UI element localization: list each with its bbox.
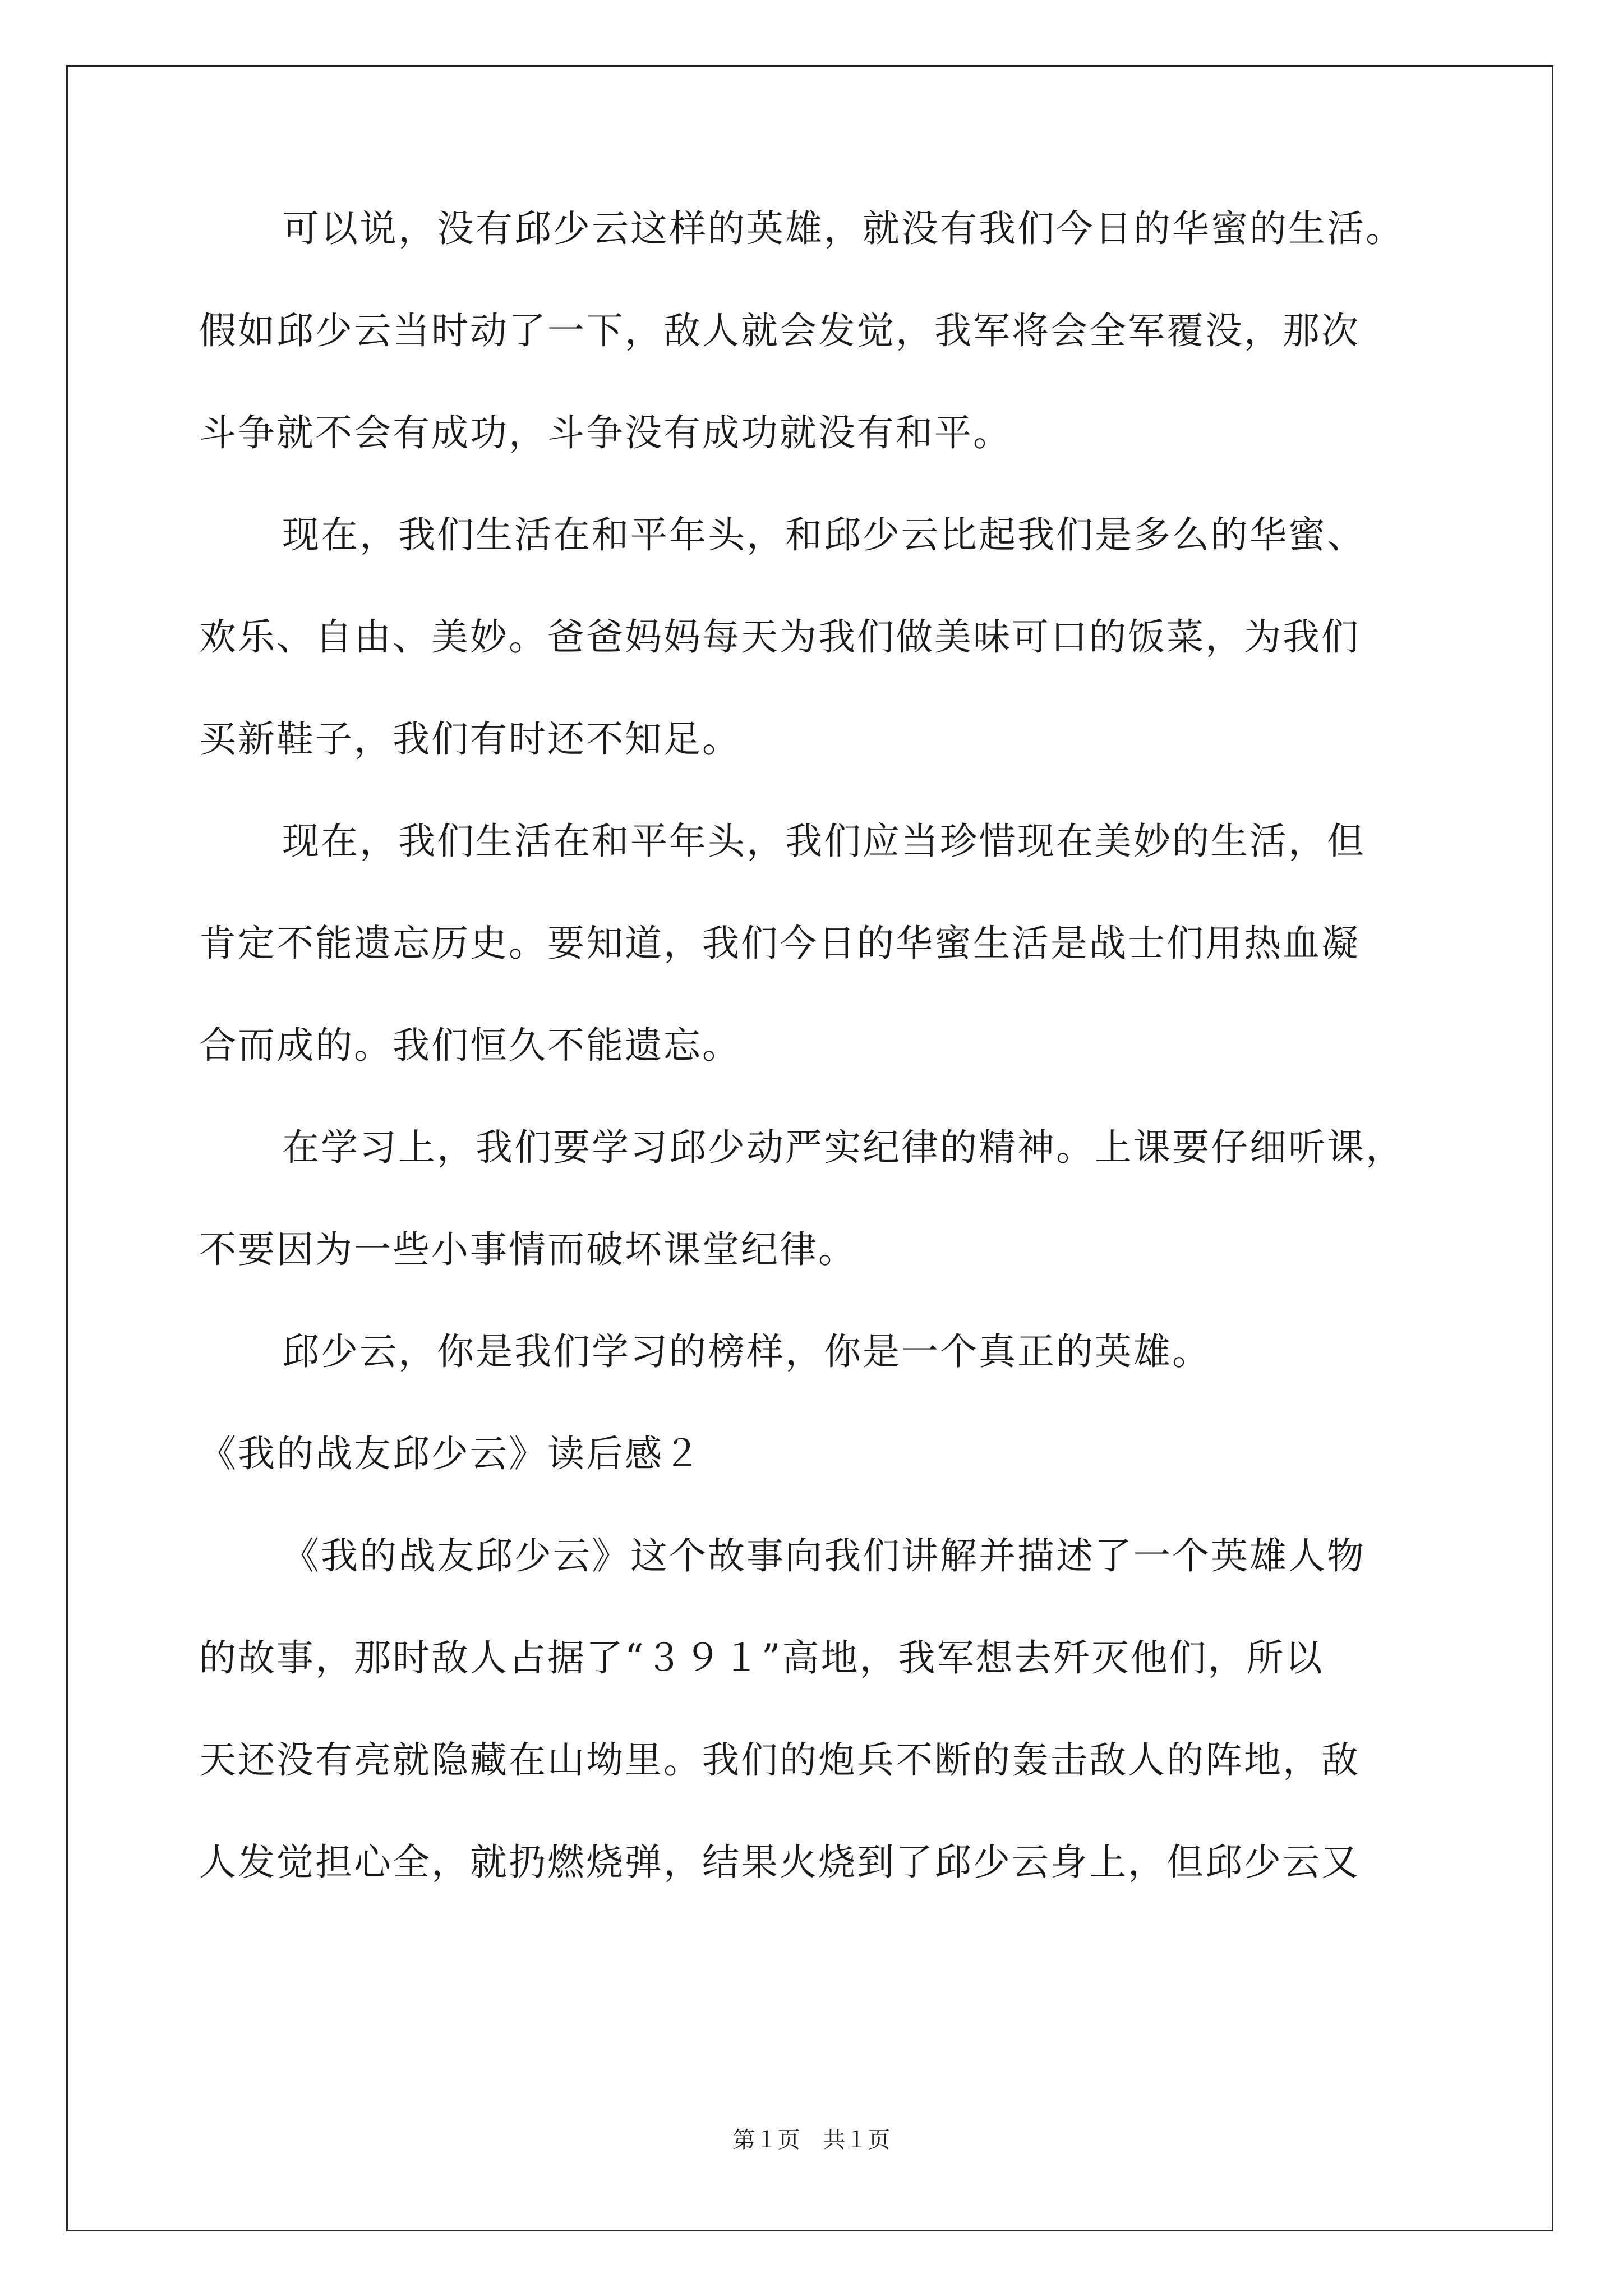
paragraph-line: 假如邱少云当时动了一下，敌人就会发觉，我军将会全军覆没，那次	[199, 309, 1360, 352]
paragraph-line: 邱少云，你是我们学习的榜样，你是一个真正的英雄。	[282, 1330, 1211, 1373]
paragraph-line: 的故事，那时敌人占据了“３９１”高地，我军想去歼灭他们，所以	[199, 1636, 1324, 1680]
page-total: 共１页	[823, 2127, 891, 2153]
paragraph-line: 人发觉担心全，就扔燃烧弹，结果火烧到了邱少云身上，但邱少云又	[199, 1841, 1360, 1884]
paragraph-line: 现在，我们生活在和平年头，我们应当珍惜现在美妙的生活，但	[282, 820, 1366, 863]
page-number: 第１页	[732, 2127, 800, 2153]
paragraph-line: 欢乐、自由、美妙。爸爸妈妈每天为我们做美味可口的饭菜，为我们	[199, 615, 1360, 659]
page-footer	[0, 2126, 1623, 2154]
paragraph-line: 天还没有亮就隐藏在山坳里。我们的炮兵不断的轰击敌人的阵地，敌	[199, 1738, 1360, 1782]
paragraph-line: 《我的战友邱少云》这个故事向我们讲解并描述了一个英雄人物	[282, 1534, 1366, 1577]
paragraph-line: 不要因为一些小事情而破坏课堂纪律。	[199, 1228, 857, 1271]
paragraph-line: 肯定不能遗忘历史。要知道，我们今日的华蜜生活是战士们用热血凝	[199, 922, 1360, 965]
paragraph-line: 斗争就不会有成功，斗争没有成功就没有和平。	[199, 411, 1012, 454]
paragraph-line: 现在，我们生活在和平年头，和邱少云比起我们是多么的华蜜、	[282, 513, 1366, 556]
paragraph-line: 合而成的。我们恒久不能遗忘。	[199, 1024, 741, 1067]
paragraph-line: 买新鞋子，我们有时还不知足。	[199, 717, 741, 761]
paragraph-line: 可以说，没有邱少云这样的英雄，就没有我们今日的华蜜的生活。	[282, 207, 1404, 250]
section-title: 《我的战友邱少云》读后感２	[199, 1432, 702, 1475]
paragraph-line: 在学习上，我们要学习邱少动严实纪律的精神。上课要仔细听课，	[282, 1126, 1404, 1169]
